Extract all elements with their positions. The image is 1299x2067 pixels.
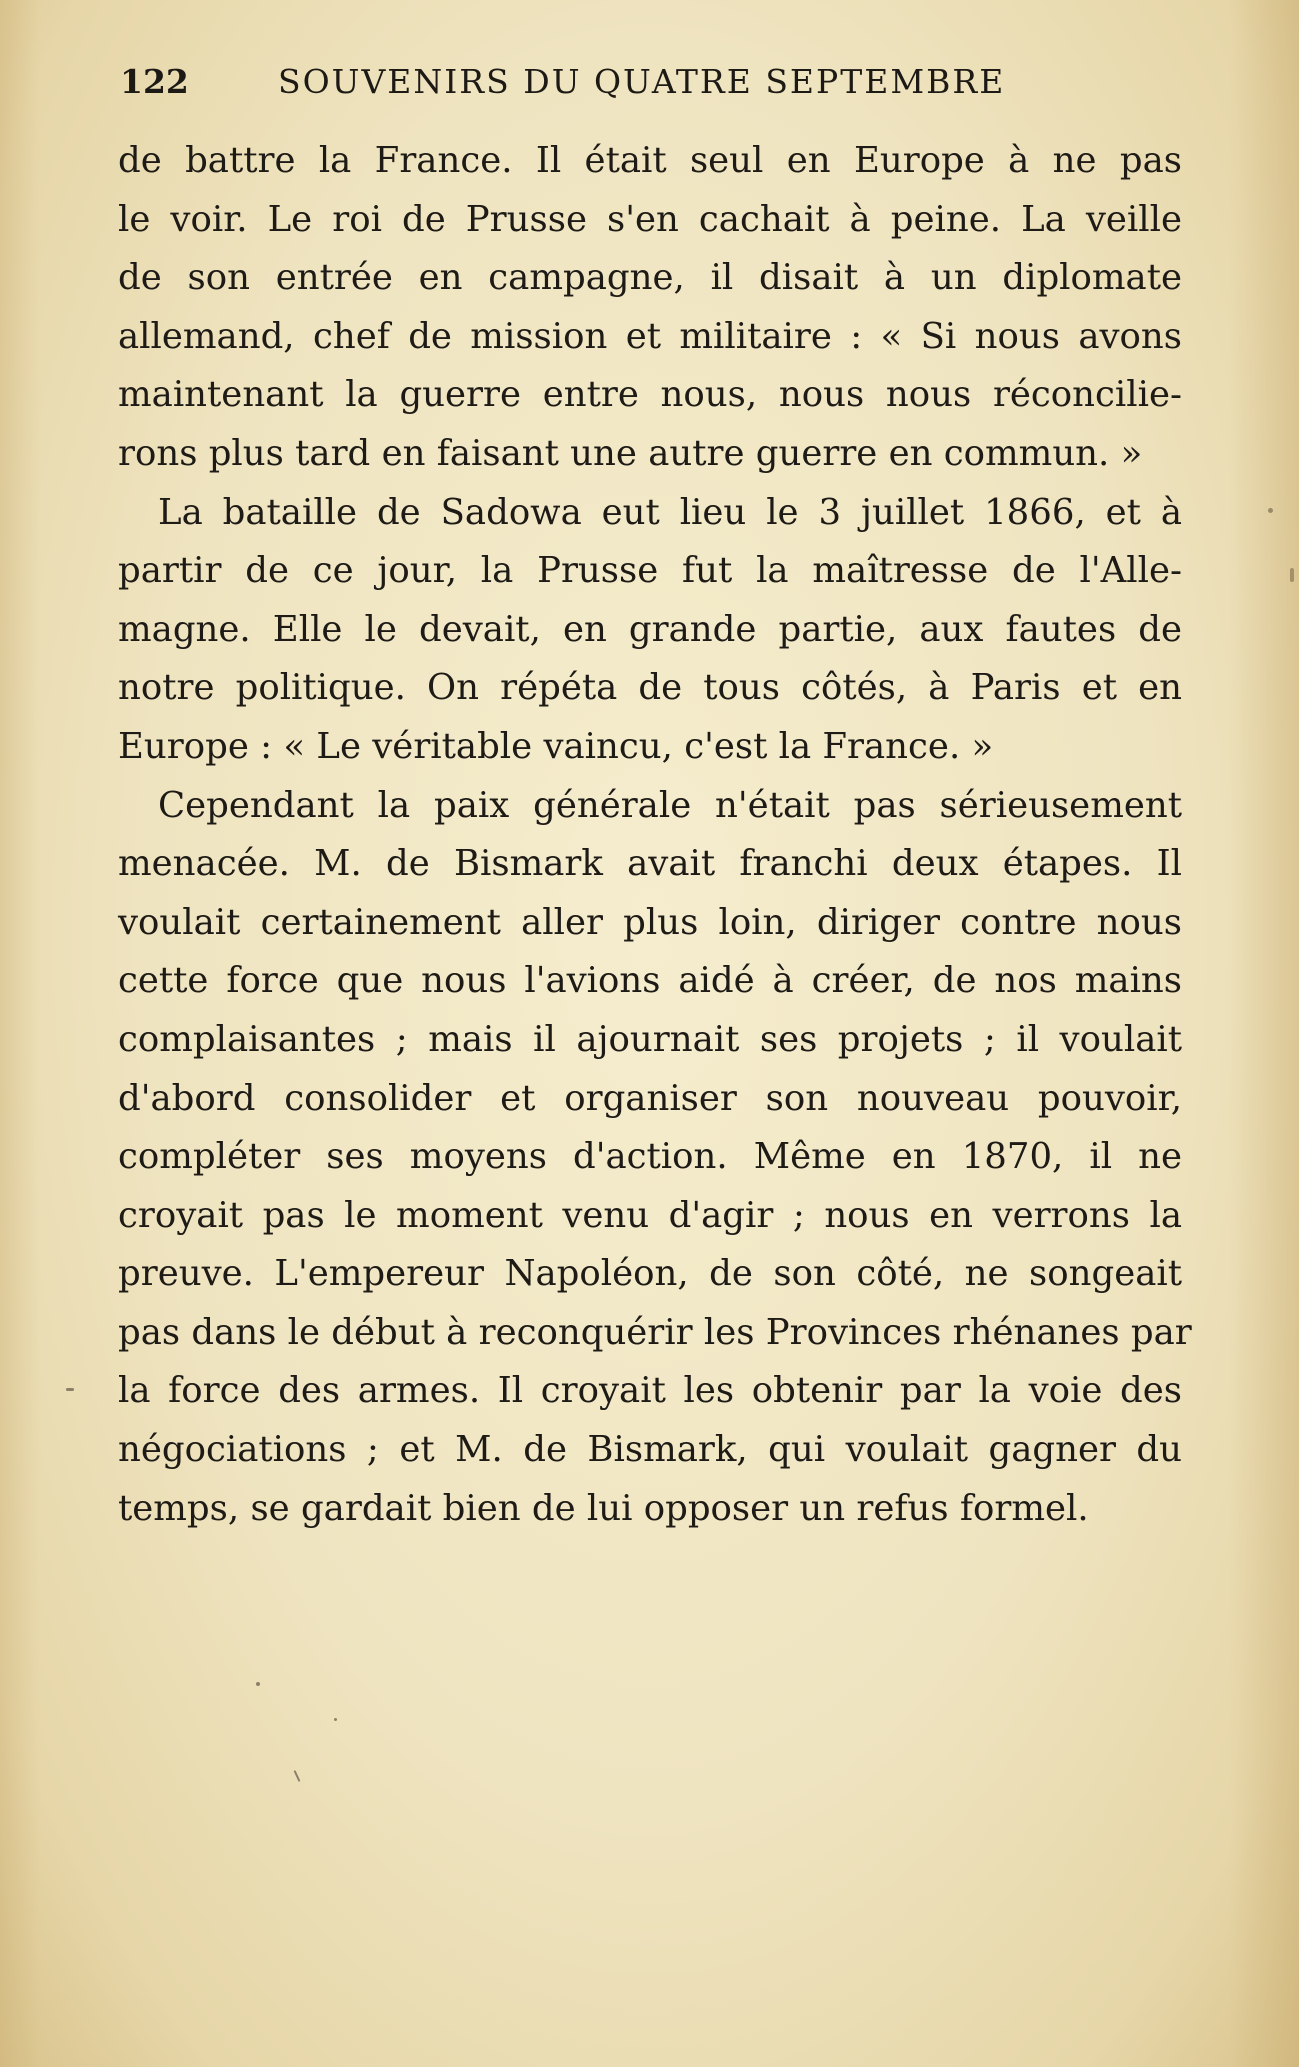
text-line: pas dans le début à reconquérir les Provinces rhénanes par — [118, 1311, 1192, 1353]
running-title: SOUVENIRS DU QUATRE SEPTEMBRE — [278, 62, 1006, 101]
text-line: Europe : « Le véritable vaincu, c'est la France. » — [118, 725, 994, 767]
paper-speck — [66, 1388, 74, 1391]
text-line: voulait certainement aller plus loin, diriger contre nous — [118, 901, 1182, 943]
paragraph — [118, 132, 1182, 484]
text-line: allemand, chef de mission et militaire : « Si nous avons — [118, 315, 1182, 357]
text-line: complaisantes ; mais il ajournait ses projets ; il voulait — [118, 1018, 1182, 1060]
text-line: magne. Elle le devait, en grande partie, aux fautes de — [118, 608, 1182, 650]
text-line: de son entrée en campagne, il disait à un diplomate — [118, 257, 1182, 299]
paper-speck — [334, 1718, 337, 1721]
text-line: La bataille de Sadowa eut lieu le 3 juillet 1866, et à — [158, 491, 1182, 533]
text-line: compléter ses moyens d'action. Même en 1870, il ne — [118, 1136, 1182, 1178]
text-line: maintenant la guerre entre nous, nous nous réconcilie- — [118, 374, 1182, 416]
text-line: temps, se gardait bien de lui opposer un refus formel. — [118, 1487, 1089, 1529]
text-line: notre politique. On répéta de tous côtés, à Paris et en — [118, 667, 1182, 709]
paper-speck — [294, 1770, 301, 1782]
text-line: preuve. L'empereur Napoléon, de son côté, ne songeait — [118, 1253, 1182, 1295]
paper-speck — [256, 1682, 260, 1686]
text-line: cette force que nous l'avions aidé à créer, de nos mains — [118, 960, 1182, 1002]
paper-speck — [1290, 568, 1294, 582]
page-number: 122 — [120, 62, 189, 101]
text-line: de battre la France. Il était seul en Europe à ne pas — [118, 140, 1182, 181]
text-line: la force des armes. Il croyait les obtenir par la voie des — [118, 1370, 1182, 1412]
text-line: partir de ce jour, la Prusse fut la maîtresse de l'Alle- — [118, 550, 1182, 592]
text-line: le voir. Le roi de Prusse s'en cachait à peine. La veille — [118, 198, 1182, 240]
text-line: d'abord consolider et organiser son nouveau pouvoir, — [118, 1077, 1182, 1119]
paragraph — [118, 777, 1192, 1539]
text-line: menacée. M. de Bismark avait franchi deux étapes. Il — [118, 843, 1182, 885]
text-line: négociations ; et M. de Bismark, qui voulait gagner du — [118, 1429, 1182, 1471]
text-line: Cependant la paix générale n'était pas sérieusement — [158, 784, 1182, 826]
text-line: croyait pas le moment venu d'agir ; nous en verrons la — [118, 1194, 1182, 1236]
page-header — [120, 62, 1020, 108]
body-text — [118, 132, 1192, 1538]
paper-speck — [1268, 508, 1273, 513]
text-line: rons plus tard en faisant une autre guerre en commun. » — [118, 432, 1143, 474]
paragraph — [118, 484, 1182, 777]
